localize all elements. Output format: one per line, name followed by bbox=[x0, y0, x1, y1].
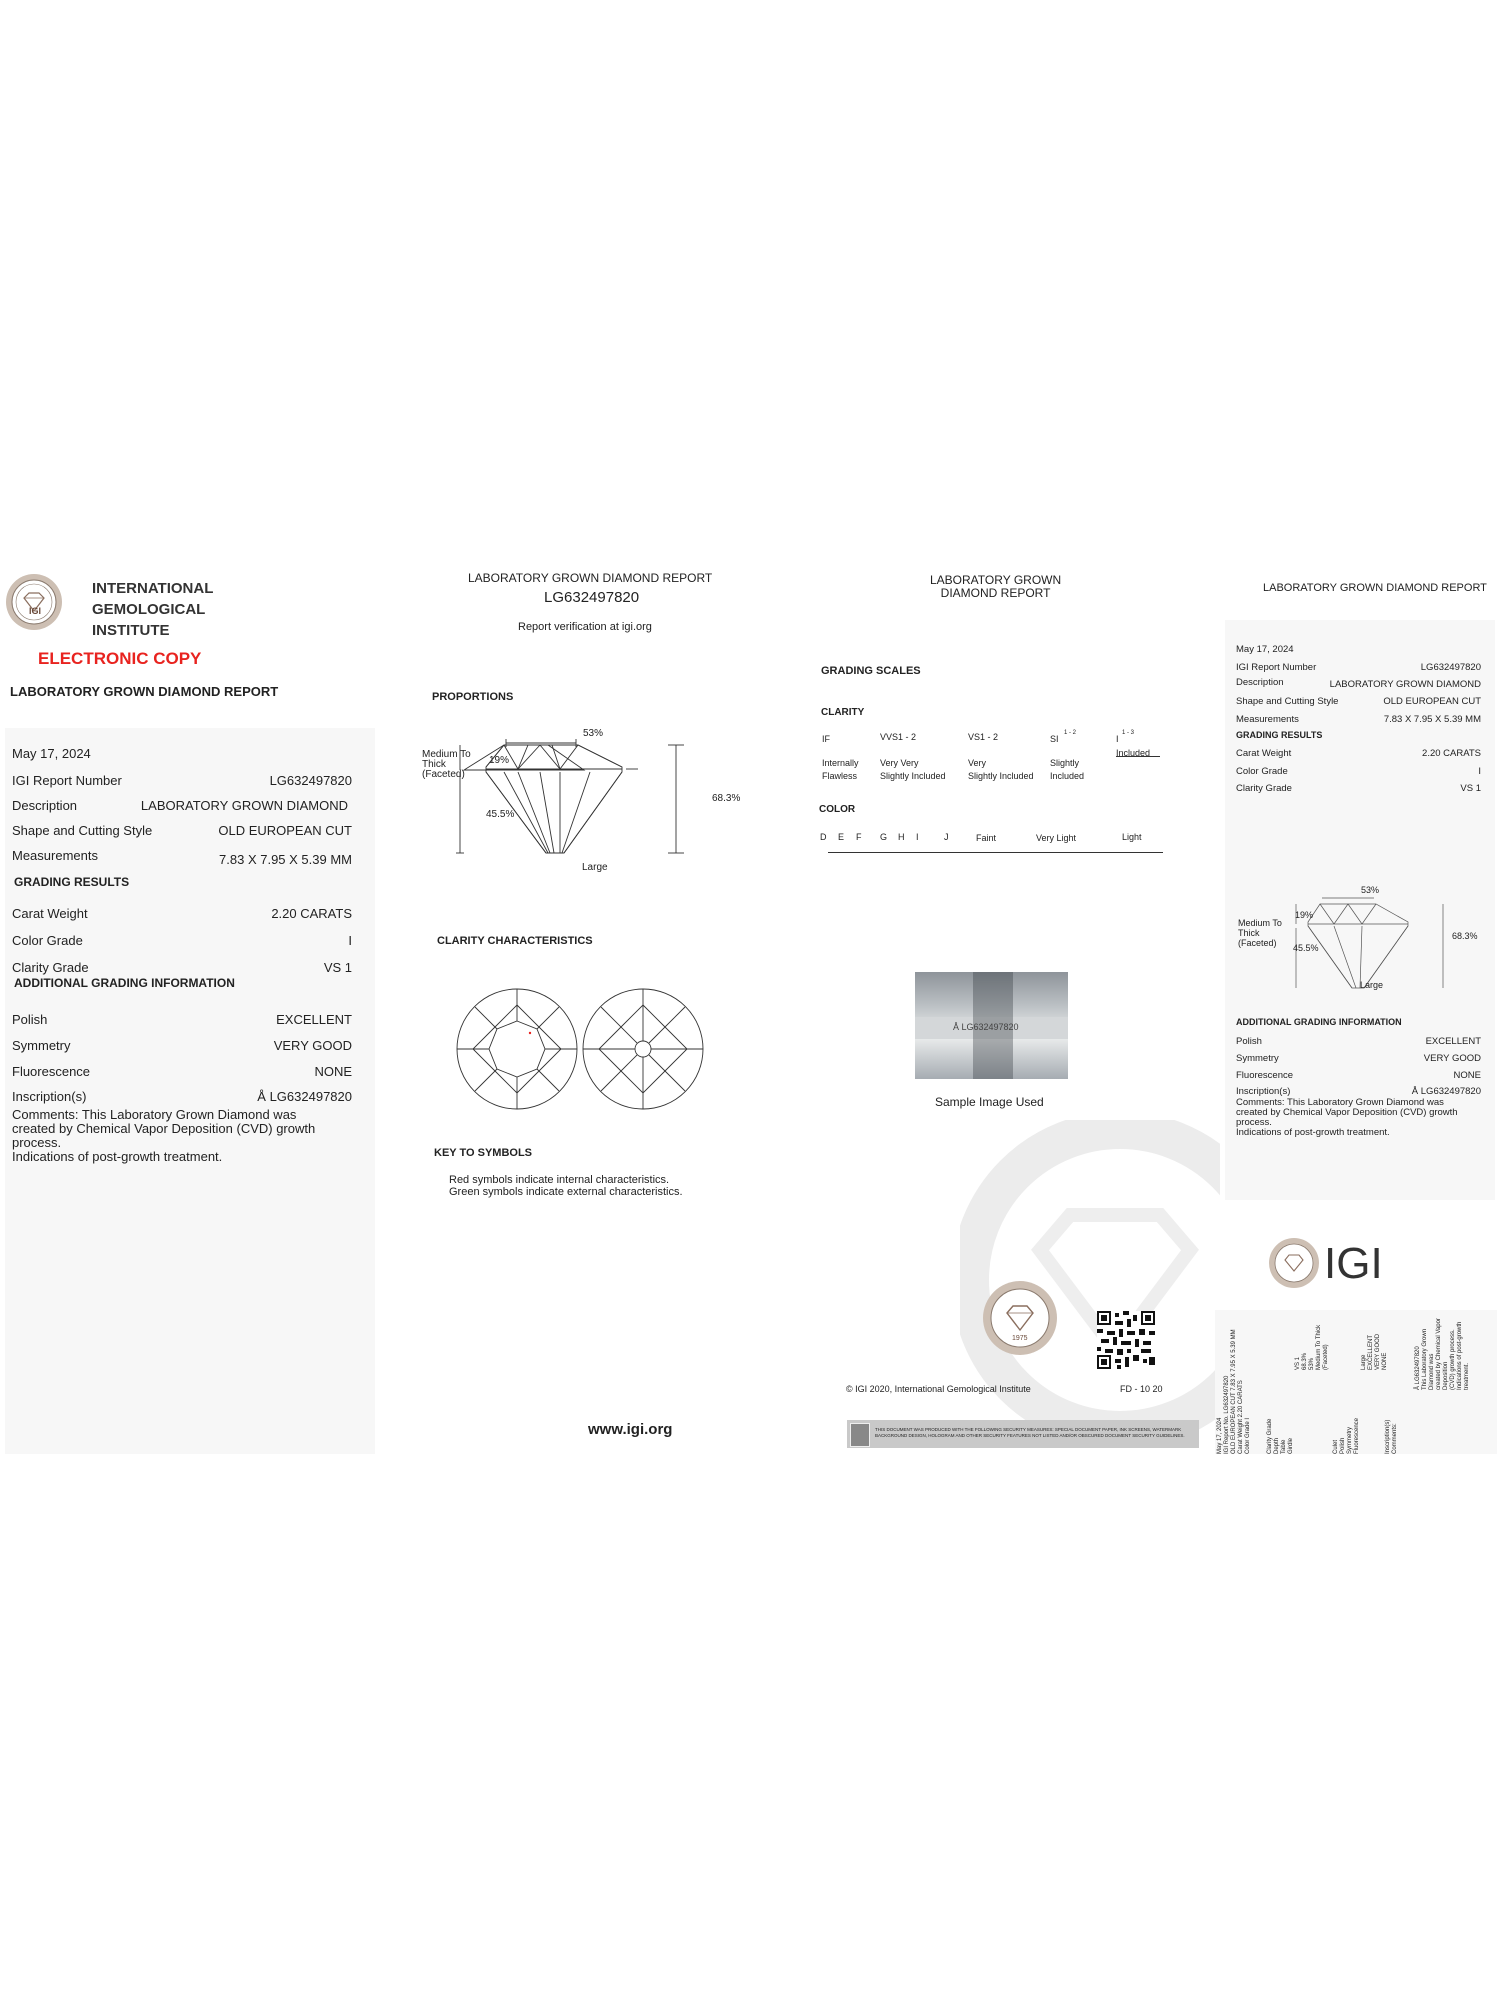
rotated-line: 68.3% bbox=[1302, 1352, 1308, 1370]
summary-label: Clarity Grade bbox=[1236, 783, 1292, 794]
summary-value: NONE bbox=[1453, 1070, 1481, 1081]
summary-label: Description bbox=[1236, 677, 1284, 688]
additional-label: Fluorescence bbox=[12, 1064, 91, 1079]
key-to-symbols-text bbox=[449, 1174, 683, 1198]
rotated-line: Medium To Thick (Faceted) bbox=[1316, 1324, 1329, 1370]
rotated-line: 53% bbox=[1309, 1357, 1315, 1370]
rotated-col bbox=[1415, 1310, 1471, 1390]
seal-bottom-year: 1975 bbox=[1012, 1335, 1028, 1342]
rotated-line: Table bbox=[1281, 1439, 1287, 1454]
rotated-line: IGI Report No. LG632497820 bbox=[1224, 1375, 1230, 1454]
rotated-line: EXCELLENT bbox=[1368, 1334, 1374, 1370]
clarity-code-si-range: 1 - 2 bbox=[1064, 730, 1077, 736]
color-letter: E bbox=[838, 832, 845, 842]
igi-seal-bottom bbox=[982, 1280, 1058, 1356]
summary-comment-line: process. bbox=[1236, 1117, 1272, 1128]
clarity-desc-line: Flawless bbox=[822, 771, 858, 781]
result-label: Color Grade bbox=[12, 933, 83, 948]
rotated-line: Large bbox=[1361, 1354, 1367, 1370]
clarity-code-if: IF bbox=[822, 734, 830, 744]
key-line: Red symbols indicate internal characteristics. bbox=[449, 1174, 670, 1186]
color-letter: J bbox=[944, 832, 949, 842]
security-line: BACKGROUND DESIGN, HOLOGRAM AND OTHER SECURITY FEATURES NOT LISTED AND/OR OBSCURED DOCUMENT SECURITY GUIDELINES. bbox=[875, 1433, 1185, 1438]
report-details-left bbox=[12, 746, 352, 1186]
qr-code-graphic bbox=[1097, 1311, 1155, 1369]
report-title-line: LABORATORY GROWN bbox=[930, 573, 1062, 587]
summary-girdle-line: Medium To bbox=[1238, 918, 1282, 928]
comment-line: created by Chemical Vapor Deposition (CVD) growth bbox=[12, 1121, 316, 1136]
rotated-line: Color Grade I bbox=[1245, 1417, 1251, 1454]
color-desc: Very Light bbox=[1036, 833, 1077, 843]
field-label: IGI Report Number bbox=[12, 773, 122, 788]
clarity-desc-i bbox=[1116, 748, 1150, 758]
pavilion-percentage: 45.5% bbox=[486, 809, 515, 820]
clarity-plot-diagrams bbox=[455, 985, 705, 1115]
verification-text: Report verification at igi.org bbox=[518, 621, 652, 633]
rotated-line: Polish bbox=[1340, 1437, 1346, 1454]
rotated-col bbox=[1333, 1394, 1361, 1454]
field-value: LG632497820 bbox=[269, 773, 352, 788]
summary-label: Shape and Cutting Style bbox=[1236, 696, 1339, 707]
form-code: FD - 10 20 bbox=[1120, 1384, 1163, 1394]
qr-code bbox=[1097, 1311, 1155, 1369]
clarity-desc-line: Included bbox=[1116, 748, 1151, 758]
field-value: OLD EUROPEAN CUT bbox=[218, 823, 352, 838]
crown-percentage: 19% bbox=[489, 755, 510, 766]
report-title-panel3 bbox=[930, 574, 1061, 600]
clarity-code-i: I bbox=[1116, 734, 1119, 744]
summary-label: Color Grade bbox=[1236, 766, 1288, 777]
comments bbox=[12, 1108, 315, 1164]
rotated-line: (CVD) growth process. bbox=[1450, 1329, 1456, 1390]
color-scale-heading: COLOR bbox=[819, 804, 856, 815]
grading-results-heading: GRADING RESULTS bbox=[14, 875, 130, 889]
summary-proportions bbox=[1238, 885, 1483, 998]
sample-image bbox=[915, 972, 1068, 1079]
clarity-code-si: SI bbox=[1050, 734, 1059, 744]
rotated-line: Inscription(s) bbox=[1385, 1419, 1391, 1454]
security-note bbox=[875, 1427, 1185, 1439]
summary-comment-line: created by Chemical Vapor Deposition (CVD) growth bbox=[1236, 1107, 1458, 1118]
rotated-line: Clarity Grade bbox=[1267, 1418, 1273, 1454]
key-line: Green symbols indicate external characteristics. bbox=[449, 1186, 683, 1198]
summary-comments bbox=[1236, 1098, 1458, 1138]
report-title-summary: LABORATORY GROWN DIAMOND REPORT bbox=[1263, 582, 1487, 594]
color-desc: Light bbox=[1122, 832, 1142, 842]
color-scale bbox=[820, 830, 1165, 858]
color-desc: Faint bbox=[976, 833, 997, 843]
summary-value: VS 1 bbox=[1460, 783, 1481, 794]
seal-graphic bbox=[5, 573, 63, 631]
rotated-line: Symmetry bbox=[1347, 1427, 1353, 1454]
igi-logo-text: IGI bbox=[1324, 1239, 1383, 1288]
result-label: Clarity Grade bbox=[12, 960, 89, 975]
copyright: © IGI 2020, International Gemological Institute bbox=[846, 1384, 1031, 1394]
additional-value: VERY GOOD bbox=[273, 1038, 352, 1053]
igi-logo bbox=[1268, 1237, 1408, 1289]
field-value: LABORATORY GROWN DIAMOND bbox=[140, 798, 348, 813]
summary-details bbox=[1236, 644, 1481, 794]
color-letter: H bbox=[898, 832, 905, 842]
rotated-line: VERY GOOD bbox=[1375, 1333, 1381, 1370]
summary-value: Å LG632497820 bbox=[1411, 1086, 1481, 1097]
summary-crown: 19% bbox=[1295, 910, 1314, 920]
summary-date: May 17, 2024 bbox=[1236, 644, 1294, 655]
summary-label: IGI Report Number bbox=[1236, 662, 1317, 673]
field-label: Shape and Cutting Style bbox=[12, 823, 153, 838]
clarity-plot-drawing bbox=[455, 985, 705, 1115]
result-value: I bbox=[348, 933, 352, 948]
summary-culet: Large bbox=[1360, 980, 1384, 990]
clarity-desc-line: Slightly Included bbox=[968, 771, 1034, 781]
sample-image-caption: Sample Image Used bbox=[935, 1095, 1044, 1109]
summary-additional bbox=[1236, 1017, 1481, 1147]
girdle-line: Thick bbox=[422, 759, 446, 770]
summary-value: I bbox=[1478, 766, 1481, 777]
clarity-code-i-range: 1 - 3 bbox=[1122, 730, 1135, 736]
color-letter: D bbox=[820, 832, 827, 842]
rotated-line: Carat Weight 2.20 CARATS bbox=[1238, 1380, 1244, 1454]
proportions-diagram bbox=[420, 725, 740, 885]
institute-line-2: GEMOLOGICAL bbox=[92, 601, 206, 618]
rotated-line: Depth bbox=[1274, 1437, 1280, 1454]
summary-pavilion: 45.5% bbox=[1293, 943, 1319, 953]
rotated-line: This Laboratory Grown Diamond was bbox=[1422, 1328, 1435, 1390]
report-title-left: LABORATORY GROWN DIAMOND REPORT bbox=[10, 684, 279, 699]
additional-label: Inscription(s) bbox=[12, 1089, 87, 1104]
institute-name bbox=[92, 578, 213, 641]
summary-value: VERY GOOD bbox=[1423, 1053, 1481, 1064]
summary-label: Fluorescence bbox=[1236, 1070, 1294, 1081]
rotated-col bbox=[1217, 1314, 1252, 1454]
table-percentage: 53% bbox=[583, 728, 604, 739]
report-title-center: LABORATORY GROWN DIAMOND REPORT bbox=[468, 571, 713, 585]
seal-label: IGI bbox=[29, 606, 42, 616]
summary-label: Carat Weight bbox=[1236, 748, 1292, 759]
rotated-col bbox=[1361, 1310, 1389, 1370]
key-to-symbols-heading: KEY TO SYMBOLS bbox=[434, 1147, 533, 1159]
summary-value: OLD EUROPEAN CUT bbox=[1383, 696, 1481, 707]
clarity-desc-if bbox=[822, 757, 859, 783]
field-value: 7.83 X 7.95 X 5.39 MM bbox=[219, 852, 352, 867]
clarity-desc-line: Internally bbox=[822, 758, 859, 768]
result-value: VS 1 bbox=[323, 960, 352, 975]
rotated-line: Indications of post-growth treatment. bbox=[1457, 1321, 1470, 1390]
summary-value: 7.83 X 7.95 X 5.39 MM bbox=[1383, 714, 1481, 725]
security-strip bbox=[847, 1420, 1199, 1448]
additional-value: NONE bbox=[314, 1064, 352, 1079]
clarity-desc-line: Very Very bbox=[880, 758, 919, 768]
field-label: Measurements bbox=[12, 848, 98, 863]
color-scale-line bbox=[828, 852, 1163, 853]
color-letter: G bbox=[880, 832, 888, 842]
rotated-col bbox=[1267, 1374, 1295, 1454]
sample-inscription: Å LG632497820 bbox=[953, 1022, 1019, 1032]
summary-value: 2.20 CARATS bbox=[1422, 748, 1481, 759]
girdle-label bbox=[422, 750, 471, 780]
rotated-col bbox=[1385, 1394, 1399, 1454]
report-number-center: LG632497820 bbox=[544, 589, 640, 606]
report-date: May 17, 2024 bbox=[12, 746, 91, 761]
additional-label: Symmetry bbox=[12, 1038, 71, 1053]
proportions-heading: PROPORTIONS bbox=[432, 691, 514, 703]
summary-comment-line: Indications of post-growth treatment. bbox=[1236, 1127, 1390, 1138]
igi-logo-seal bbox=[1268, 1237, 1320, 1289]
rotated-line: NONE bbox=[1382, 1352, 1388, 1370]
additional-heading: ADDITIONAL GRADING INFORMATION bbox=[14, 976, 235, 990]
summary-label: Measurements bbox=[1236, 714, 1299, 725]
additional-label: Polish bbox=[12, 1012, 48, 1027]
clarity-scale-heading: CLARITY bbox=[821, 707, 865, 718]
clarity-characteristics-heading: CLARITY CHARACTERISTICS bbox=[437, 935, 593, 947]
security-icon bbox=[850, 1423, 870, 1447]
culet-label: Large bbox=[582, 862, 608, 873]
clarity-code-vvs: VVS1 - 2 bbox=[880, 732, 917, 742]
summary-label: Symmetry bbox=[1236, 1053, 1279, 1064]
rotated-col bbox=[1295, 1310, 1330, 1370]
clarity-desc-line: Included bbox=[1050, 771, 1085, 781]
clarity-desc-vvs bbox=[880, 757, 946, 783]
summary-girdle bbox=[1238, 918, 1282, 948]
field-label: Description bbox=[12, 798, 78, 813]
comment-line: Indications of post-growth treatment. bbox=[12, 1149, 223, 1164]
grading-scales-heading: GRADING SCALES bbox=[821, 665, 921, 677]
result-value: 2.20 CARATS bbox=[271, 906, 352, 921]
result-label: Carat Weight bbox=[12, 906, 88, 921]
summary-grading-heading: GRADING RESULTS bbox=[1236, 730, 1323, 740]
rotated-line: May 17, 2024 bbox=[1217, 1417, 1223, 1454]
comment-line: process. bbox=[12, 1135, 62, 1150]
rotated-line: Comments: bbox=[1392, 1423, 1398, 1454]
report-title-line: DIAMOND REPORT bbox=[940, 586, 1051, 600]
seal-bottom-graphic bbox=[982, 1280, 1058, 1356]
clarity-desc-line: Slightly Included bbox=[880, 771, 946, 781]
clarity-desc-line: Slightly bbox=[1050, 758, 1080, 768]
clarity-code-vs: VS1 - 2 bbox=[968, 732, 999, 742]
summary-depth: 68.3% bbox=[1452, 931, 1478, 941]
summary-value: LABORATORY GROWN DIAMOND bbox=[1329, 679, 1481, 690]
rotated-line: created by Chemical Vapor Deposition bbox=[1436, 1318, 1449, 1390]
summary-value: EXCELLENT bbox=[1425, 1036, 1481, 1047]
summary-value: LG632497820 bbox=[1420, 662, 1481, 673]
summary-girdle-line: Thick bbox=[1238, 928, 1260, 938]
institute-line-1: INTERNATIONAL bbox=[92, 580, 214, 597]
girdle-line: (Faceted) bbox=[422, 769, 465, 780]
girdle-line: Medium To bbox=[422, 749, 471, 760]
summary-table: 53% bbox=[1361, 885, 1380, 895]
electronic-copy-label: ELECTRONIC COPY bbox=[38, 649, 202, 668]
security-line: THIS DOCUMENT WAS PRODUCED WITH THE FOLLOWING SECURITY MEASURES: SPECIAL DOCUMENT PAPER, INK SCREENS, WATERMARK bbox=[875, 1427, 1182, 1432]
color-letter: I bbox=[916, 832, 919, 842]
rotated-summary bbox=[1215, 1310, 1497, 1454]
rotated-line: VS 1 bbox=[1295, 1356, 1301, 1370]
rotated-line: OLD EUROPEAN CUT 7.83 X 7.95 X 5.39 MM bbox=[1231, 1329, 1237, 1454]
comment-line: Comments: This Laboratory Grown Diamond was bbox=[12, 1107, 297, 1122]
depth-percentage: 68.3% bbox=[712, 793, 741, 804]
rotated-line: Å LG632497820 bbox=[1415, 1346, 1421, 1390]
summary-label: Inscription(s) bbox=[1236, 1086, 1291, 1097]
igi-seal bbox=[5, 573, 63, 631]
website-link[interactable]: www.igi.org bbox=[588, 1421, 673, 1438]
rotated-line: Girdle bbox=[1288, 1437, 1294, 1454]
clarity-scale bbox=[820, 730, 1165, 786]
color-letter: F bbox=[856, 832, 862, 842]
clarity-desc-vs bbox=[968, 757, 1034, 783]
summary-girdle-line: (Faceted) bbox=[1238, 938, 1277, 948]
summary-additional-heading: ADDITIONAL GRADING INFORMATION bbox=[1236, 1017, 1402, 1027]
summary-label: Polish bbox=[1236, 1036, 1262, 1047]
institute-line-3: INSTITUTE bbox=[92, 622, 170, 639]
summary-comment-line: Comments: This Laboratory Grown Diamond was bbox=[1236, 1097, 1444, 1108]
rotated-line: Fluorescence bbox=[1354, 1417, 1360, 1454]
rotated-line: Culet bbox=[1333, 1439, 1339, 1454]
clarity-desc-si bbox=[1050, 757, 1084, 783]
additional-value: Å LG632497820 bbox=[257, 1089, 352, 1104]
clarity-desc-line: Very bbox=[968, 758, 987, 768]
additional-value: EXCELLENT bbox=[276, 1012, 352, 1027]
